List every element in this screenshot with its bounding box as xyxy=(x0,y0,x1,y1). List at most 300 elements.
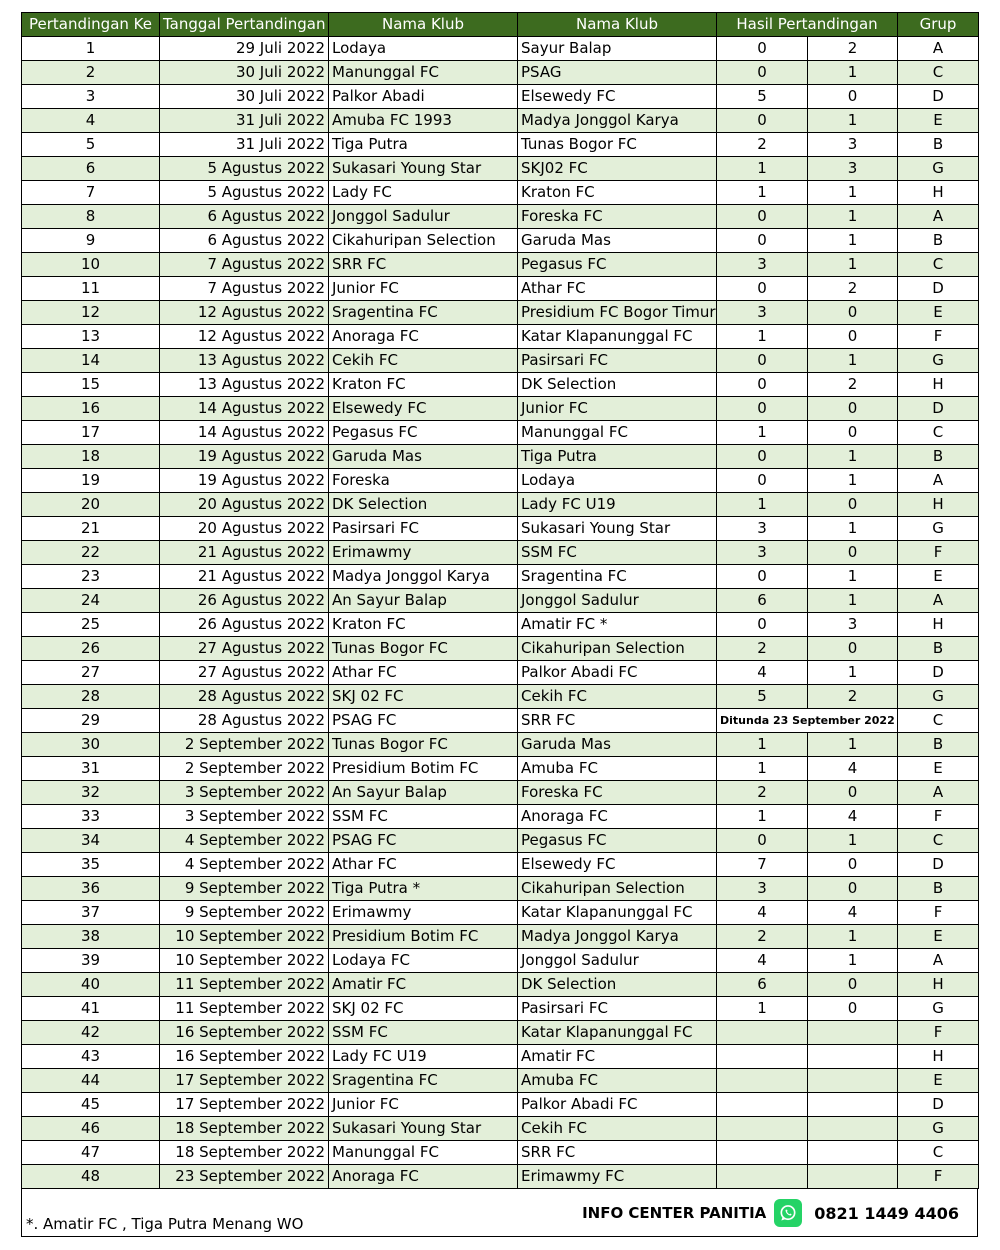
match-number-cell: 8 xyxy=(22,205,160,229)
match-date-cell: 13 Agustus 2022 xyxy=(160,349,329,373)
match-date-cell: 6 Agustus 2022 xyxy=(160,205,329,229)
match-date-cell: 13 Agustus 2022 xyxy=(160,373,329,397)
header-home-club: Nama Klub xyxy=(329,13,518,37)
table-row xyxy=(22,229,979,253)
away-club-cell: Katar Klapanunggal FC xyxy=(518,325,717,349)
table-row xyxy=(22,253,979,277)
match-date-cell: 2 September 2022 xyxy=(160,757,329,781)
table-row xyxy=(22,181,979,205)
match-date-cell: 5 Agustus 2022 xyxy=(160,181,329,205)
away-club-cell: Tiga Putra xyxy=(518,445,717,469)
match-number-cell: 43 xyxy=(22,1045,160,1069)
match-number-cell: 11 xyxy=(22,277,160,301)
home-score-cell xyxy=(717,1117,808,1141)
away-club-cell: Lady FC U19 xyxy=(518,493,717,517)
away-club-cell: Pasirsari FC xyxy=(518,349,717,373)
table-row xyxy=(22,109,979,133)
match-number-cell: 1 xyxy=(22,37,160,61)
header-match-date: Tanggal Pertandingan xyxy=(160,13,329,37)
away-score-cell: 1 xyxy=(808,661,898,685)
group-cell: B xyxy=(898,229,979,253)
home-score-cell: 0 xyxy=(717,613,808,637)
away-club-cell: Amuba FC xyxy=(518,757,717,781)
group-cell: D xyxy=(898,661,979,685)
home-score-cell: 3 xyxy=(717,541,808,565)
away-club-cell: Erimawmy FC xyxy=(518,1165,717,1189)
group-cell: C xyxy=(898,253,979,277)
table-row xyxy=(22,85,979,109)
table-row xyxy=(22,637,979,661)
table-row xyxy=(22,1165,979,1189)
table-row xyxy=(22,133,979,157)
header-match-number: Pertandingan Ke xyxy=(22,13,160,37)
home-club-cell: Tunas Bogor FC xyxy=(329,637,518,661)
home-score-cell: 4 xyxy=(717,949,808,973)
home-score-cell: 4 xyxy=(717,661,808,685)
table-row xyxy=(22,205,979,229)
away-score-cell: 1 xyxy=(808,349,898,373)
match-date-cell: 20 Agustus 2022 xyxy=(160,517,329,541)
group-cell: G xyxy=(898,1117,979,1141)
table-row xyxy=(22,325,979,349)
away-club-cell: Pegasus FC xyxy=(518,253,717,277)
away-club-cell: Kraton FC xyxy=(518,181,717,205)
match-date-cell: 19 Agustus 2022 xyxy=(160,469,329,493)
away-score-cell: 0 xyxy=(808,997,898,1021)
table-row xyxy=(22,445,979,469)
away-score-cell: 0 xyxy=(808,397,898,421)
match-number-cell: 14 xyxy=(22,349,160,373)
group-cell: H xyxy=(898,1045,979,1069)
match-number-cell: 4 xyxy=(22,109,160,133)
match-date-cell: 9 September 2022 xyxy=(160,877,329,901)
home-score-cell: 2 xyxy=(717,925,808,949)
away-score-cell: 1 xyxy=(808,517,898,541)
away-club-cell: DK Selection xyxy=(518,973,717,997)
home-club-cell: Lodaya xyxy=(329,37,518,61)
table-row xyxy=(22,949,979,973)
away-club-cell: Garuda Mas xyxy=(518,733,717,757)
away-club-cell: Cikahuripan Selection xyxy=(518,637,717,661)
away-score-cell: 1 xyxy=(808,949,898,973)
home-club-cell: Presidium Botim FC xyxy=(329,925,518,949)
away-score-cell xyxy=(808,1117,898,1141)
group-cell: D xyxy=(898,853,979,877)
home-club-cell: Pasirsari FC xyxy=(329,517,518,541)
match-number-cell: 28 xyxy=(22,685,160,709)
away-score-cell: 0 xyxy=(808,421,898,445)
home-score-cell xyxy=(717,1069,808,1093)
home-club-cell: SKJ 02 FC xyxy=(329,685,518,709)
home-club-cell: Pegasus FC xyxy=(329,421,518,445)
home-score-cell: 0 xyxy=(717,37,808,61)
away-club-cell: Garuda Mas xyxy=(518,229,717,253)
home-score-cell: 1 xyxy=(717,181,808,205)
home-club-cell: Jonggol Sadulur xyxy=(329,205,518,229)
group-cell: E xyxy=(898,757,979,781)
match-number-cell: 22 xyxy=(22,541,160,565)
away-score-cell: 0 xyxy=(808,301,898,325)
away-score-cell: 3 xyxy=(808,133,898,157)
match-date-cell: 26 Agustus 2022 xyxy=(160,589,329,613)
match-date-cell: 28 Agustus 2022 xyxy=(160,709,329,733)
home-club-cell: Foreska xyxy=(329,469,518,493)
away-club-cell: Palkor Abadi FC xyxy=(518,1093,717,1117)
table-row xyxy=(22,1045,979,1069)
table-row xyxy=(22,1093,979,1117)
match-number-cell: 6 xyxy=(22,157,160,181)
table-row xyxy=(22,709,979,733)
away-score-cell: 2 xyxy=(808,277,898,301)
home-score-cell: 0 xyxy=(717,373,808,397)
home-club-cell: Manunggal FC xyxy=(329,1141,518,1165)
match-number-cell: 18 xyxy=(22,445,160,469)
away-score-cell xyxy=(808,1093,898,1117)
result-note-cell: Ditunda 23 September 2022 xyxy=(717,709,898,733)
group-cell: B xyxy=(898,733,979,757)
away-club-cell: Foreska FC xyxy=(518,205,717,229)
table-row xyxy=(22,565,979,589)
match-date-cell: 9 September 2022 xyxy=(160,901,329,925)
away-score-cell xyxy=(808,1021,898,1045)
home-club-cell: Lady FC U19 xyxy=(329,1045,518,1069)
home-score-cell: 0 xyxy=(717,205,808,229)
home-club-cell: Manunggal FC xyxy=(329,61,518,85)
home-club-cell: An Sayur Balap xyxy=(329,589,518,613)
home-score-cell xyxy=(717,1045,808,1069)
away-score-cell: 1 xyxy=(808,469,898,493)
match-number-cell: 41 xyxy=(22,997,160,1021)
home-score-cell: 0 xyxy=(717,565,808,589)
home-club-cell: Tiga Putra xyxy=(329,133,518,157)
match-date-cell: 31 Juli 2022 xyxy=(160,133,329,157)
home-score-cell: 0 xyxy=(717,277,808,301)
away-score-cell: 0 xyxy=(808,325,898,349)
away-score-cell: 1 xyxy=(808,829,898,853)
table-row xyxy=(22,613,979,637)
table-row xyxy=(22,541,979,565)
home-club-cell: Amatir FC xyxy=(329,973,518,997)
home-club-cell: SKJ 02 FC xyxy=(329,997,518,1021)
home-club-cell: Kraton FC xyxy=(329,373,518,397)
away-club-cell: DK Selection xyxy=(518,373,717,397)
table-row xyxy=(22,973,979,997)
away-score-cell: 2 xyxy=(808,685,898,709)
away-score-cell: 1 xyxy=(808,445,898,469)
match-date-cell: 23 September 2022 xyxy=(160,1165,329,1189)
away-club-cell: Tunas Bogor FC xyxy=(518,133,717,157)
match-number-cell: 19 xyxy=(22,469,160,493)
header-away-club: Nama Klub xyxy=(518,13,717,37)
match-date-cell: 12 Agustus 2022 xyxy=(160,325,329,349)
away-club-cell: Manunggal FC xyxy=(518,421,717,445)
away-club-cell: PSAG xyxy=(518,61,717,85)
away-score-cell: 4 xyxy=(808,805,898,829)
group-cell: A xyxy=(898,469,979,493)
away-club-cell: Pegasus FC xyxy=(518,829,717,853)
schedule-sheet xyxy=(21,12,978,1189)
away-score-cell: 1 xyxy=(808,733,898,757)
match-number-cell: 44 xyxy=(22,1069,160,1093)
group-cell: E xyxy=(898,925,979,949)
home-club-cell: Athar FC xyxy=(329,661,518,685)
match-number-cell: 40 xyxy=(22,973,160,997)
home-score-cell: 1 xyxy=(717,757,808,781)
home-score-cell: 0 xyxy=(717,349,808,373)
home-club-cell: Erimawmy xyxy=(329,901,518,925)
table-row xyxy=(22,781,979,805)
match-date-cell: 18 September 2022 xyxy=(160,1117,329,1141)
group-cell: F xyxy=(898,1021,979,1045)
group-cell: H xyxy=(898,973,979,997)
away-score-cell: 0 xyxy=(808,973,898,997)
table-row xyxy=(22,493,979,517)
away-score-cell: 3 xyxy=(808,613,898,637)
group-cell: C xyxy=(898,421,979,445)
away-score-cell: 1 xyxy=(808,925,898,949)
home-club-cell: Athar FC xyxy=(329,853,518,877)
info-center xyxy=(582,1199,959,1227)
away-score-cell: 1 xyxy=(808,253,898,277)
group-cell: H xyxy=(898,373,979,397)
group-cell: H xyxy=(898,493,979,517)
home-club-cell: Erimawmy xyxy=(329,541,518,565)
table-row xyxy=(22,277,979,301)
group-cell: C xyxy=(898,61,979,85)
match-number-cell: 12 xyxy=(22,301,160,325)
home-club-cell: Lady FC xyxy=(329,181,518,205)
away-club-cell: Sukasari Young Star xyxy=(518,517,717,541)
group-cell: F xyxy=(898,541,979,565)
match-date-cell: 3 September 2022 xyxy=(160,781,329,805)
home-score-cell xyxy=(717,1021,808,1045)
table-row xyxy=(22,157,979,181)
away-club-cell: Amatir FC * xyxy=(518,613,717,637)
match-number-cell: 5 xyxy=(22,133,160,157)
match-number-cell: 46 xyxy=(22,1117,160,1141)
match-number-cell: 15 xyxy=(22,373,160,397)
match-date-cell: 27 Agustus 2022 xyxy=(160,661,329,685)
match-date-cell: 11 September 2022 xyxy=(160,973,329,997)
match-number-cell: 45 xyxy=(22,1093,160,1117)
table-row xyxy=(22,733,979,757)
home-club-cell: Anoraga FC xyxy=(329,1165,518,1189)
match-number-cell: 24 xyxy=(22,589,160,613)
away-club-cell: Katar Klapanunggal FC xyxy=(518,901,717,925)
home-club-cell: Presidium Botim FC xyxy=(329,757,518,781)
group-cell: C xyxy=(898,829,979,853)
away-score-cell: 1 xyxy=(808,589,898,613)
match-number-cell: 7 xyxy=(22,181,160,205)
home-club-cell: Sukasari Young Star xyxy=(329,157,518,181)
match-number-cell: 21 xyxy=(22,517,160,541)
home-score-cell: 2 xyxy=(717,781,808,805)
match-number-cell: 33 xyxy=(22,805,160,829)
home-score-cell: 0 xyxy=(717,109,808,133)
match-number-cell: 20 xyxy=(22,493,160,517)
table-row xyxy=(22,349,979,373)
away-score-cell: 0 xyxy=(808,541,898,565)
home-score-cell: 0 xyxy=(717,397,808,421)
table-row xyxy=(22,805,979,829)
home-club-cell: Sukasari Young Star xyxy=(329,1117,518,1141)
home-club-cell: Anoraga FC xyxy=(329,325,518,349)
match-date-cell: 10 September 2022 xyxy=(160,925,329,949)
match-date-cell: 30 Juli 2022 xyxy=(160,61,329,85)
away-score-cell xyxy=(808,1069,898,1093)
away-club-cell: Athar FC xyxy=(518,277,717,301)
away-club-cell: Amuba FC xyxy=(518,1069,717,1093)
table-row xyxy=(22,589,979,613)
away-club-cell: Foreska FC xyxy=(518,781,717,805)
table-row xyxy=(22,61,979,85)
group-cell: F xyxy=(898,805,979,829)
group-cell: E xyxy=(898,565,979,589)
group-cell: B xyxy=(898,133,979,157)
away-score-cell xyxy=(808,1141,898,1165)
match-number-cell: 34 xyxy=(22,829,160,853)
match-number-cell: 9 xyxy=(22,229,160,253)
away-score-cell: 4 xyxy=(808,901,898,925)
info-center-label: INFO CENTER PANITIA xyxy=(582,1204,767,1222)
away-score-cell: 1 xyxy=(808,181,898,205)
home-score-cell xyxy=(717,1093,808,1117)
match-date-cell: 29 Juli 2022 xyxy=(160,37,329,61)
home-score-cell: 1 xyxy=(717,733,808,757)
match-number-cell: 17 xyxy=(22,421,160,445)
group-cell: D xyxy=(898,277,979,301)
match-date-cell: 16 September 2022 xyxy=(160,1021,329,1045)
table-row xyxy=(22,1141,979,1165)
match-number-cell: 26 xyxy=(22,637,160,661)
home-score-cell: 2 xyxy=(717,637,808,661)
group-cell: G xyxy=(898,349,979,373)
match-date-cell: 6 Agustus 2022 xyxy=(160,229,329,253)
home-score-cell: 0 xyxy=(717,445,808,469)
away-score-cell: 0 xyxy=(808,853,898,877)
away-score-cell: 1 xyxy=(808,109,898,133)
away-club-cell: SSM FC xyxy=(518,541,717,565)
match-date-cell: 12 Agustus 2022 xyxy=(160,301,329,325)
group-cell: F xyxy=(898,325,979,349)
match-number-cell: 27 xyxy=(22,661,160,685)
home-club-cell: PSAG FC xyxy=(329,829,518,853)
group-cell: E xyxy=(898,301,979,325)
away-club-cell: Katar Klapanunggal FC xyxy=(518,1021,717,1045)
away-club-cell: Cikahuripan Selection xyxy=(518,877,717,901)
footer xyxy=(21,1189,978,1237)
header-group: Grup xyxy=(898,13,979,37)
header-row xyxy=(22,13,979,37)
match-date-cell: 14 Agustus 2022 xyxy=(160,421,329,445)
away-club-cell: Presidium FC Bogor Timur xyxy=(518,301,717,325)
match-date-cell: 26 Agustus 2022 xyxy=(160,613,329,637)
home-score-cell: 5 xyxy=(717,85,808,109)
table-row xyxy=(22,301,979,325)
away-score-cell: 1 xyxy=(808,205,898,229)
match-number-cell: 37 xyxy=(22,901,160,925)
away-score-cell xyxy=(808,1045,898,1069)
table-row xyxy=(22,421,979,445)
home-club-cell: Kraton FC xyxy=(329,613,518,637)
match-number-cell: 29 xyxy=(22,709,160,733)
away-club-cell: SKJ02 FC xyxy=(518,157,717,181)
away-score-cell: 0 xyxy=(808,493,898,517)
home-club-cell: Tiga Putra * xyxy=(329,877,518,901)
away-club-cell: Anoraga FC xyxy=(518,805,717,829)
group-cell: A xyxy=(898,781,979,805)
match-number-cell: 36 xyxy=(22,877,160,901)
away-club-cell: Madya Jonggol Karya xyxy=(518,925,717,949)
match-number-cell: 10 xyxy=(22,253,160,277)
home-club-cell: Elsewedy FC xyxy=(329,397,518,421)
table-row xyxy=(22,685,979,709)
away-score-cell: 4 xyxy=(808,757,898,781)
match-date-cell: 17 September 2022 xyxy=(160,1093,329,1117)
away-club-cell: SRR FC xyxy=(518,1141,717,1165)
match-date-cell: 28 Agustus 2022 xyxy=(160,685,329,709)
home-score-cell: 1 xyxy=(717,997,808,1021)
away-club-cell: SRR FC xyxy=(518,709,717,733)
group-cell: D xyxy=(898,397,979,421)
home-score-cell: 0 xyxy=(717,469,808,493)
whatsapp-icon xyxy=(774,1199,802,1227)
table-row xyxy=(22,997,979,1021)
match-number-cell: 35 xyxy=(22,853,160,877)
away-club-cell: Lodaya xyxy=(518,469,717,493)
away-score-cell: 1 xyxy=(808,229,898,253)
match-date-cell: 27 Agustus 2022 xyxy=(160,637,329,661)
away-club-cell: Amatir FC xyxy=(518,1045,717,1069)
home-score-cell: 1 xyxy=(717,421,808,445)
match-date-cell: 17 September 2022 xyxy=(160,1069,329,1093)
match-date-cell: 5 Agustus 2022 xyxy=(160,157,329,181)
match-date-cell: 19 Agustus 2022 xyxy=(160,445,329,469)
table-row xyxy=(22,853,979,877)
home-club-cell: PSAG FC xyxy=(329,709,518,733)
header-match-result: Hasil Pertandingan xyxy=(717,13,898,37)
table-row xyxy=(22,925,979,949)
home-club-cell: Garuda Mas xyxy=(329,445,518,469)
group-cell: C xyxy=(898,709,979,733)
table-row xyxy=(22,373,979,397)
home-score-cell: 2 xyxy=(717,133,808,157)
home-score-cell: 4 xyxy=(717,901,808,925)
home-club-cell: SSM FC xyxy=(329,1021,518,1045)
home-score-cell: 1 xyxy=(717,493,808,517)
home-club-cell: Palkor Abadi xyxy=(329,85,518,109)
home-club-cell: Cekih FC xyxy=(329,349,518,373)
home-club-cell: SRR FC xyxy=(329,253,518,277)
table-row xyxy=(22,517,979,541)
away-club-cell: Madya Jonggol Karya xyxy=(518,109,717,133)
home-score-cell: 3 xyxy=(717,877,808,901)
match-date-cell: 7 Agustus 2022 xyxy=(160,253,329,277)
match-date-cell: 30 Juli 2022 xyxy=(160,85,329,109)
away-club-cell: Palkor Abadi FC xyxy=(518,661,717,685)
match-number-cell: 38 xyxy=(22,925,160,949)
home-score-cell: 3 xyxy=(717,253,808,277)
away-score-cell xyxy=(808,1165,898,1189)
home-score-cell: 3 xyxy=(717,517,808,541)
match-date-cell: 16 September 2022 xyxy=(160,1045,329,1069)
group-cell: D xyxy=(898,1093,979,1117)
group-cell: A xyxy=(898,205,979,229)
home-score-cell xyxy=(717,1165,808,1189)
match-date-cell: 31 Juli 2022 xyxy=(160,109,329,133)
away-club-cell: Cekih FC xyxy=(518,1117,717,1141)
home-score-cell xyxy=(717,1141,808,1165)
